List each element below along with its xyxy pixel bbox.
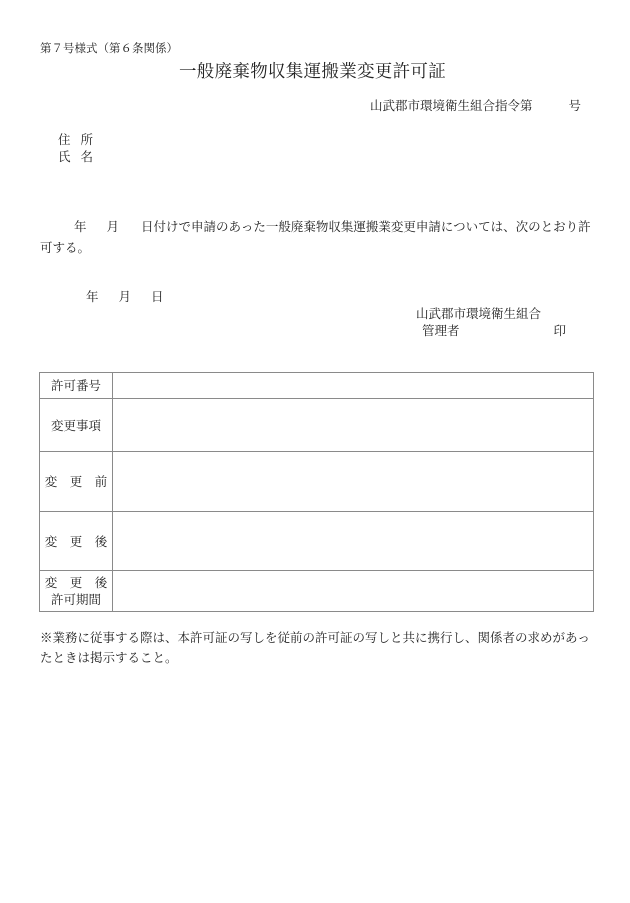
recipient-block bbox=[58, 131, 93, 165]
form-number: 第７号様式（第６条関係） bbox=[40, 41, 178, 55]
document-number bbox=[370, 96, 581, 114]
manager-title: 管理者 bbox=[422, 323, 460, 338]
seal-mark: 印 bbox=[553, 323, 567, 338]
table-row-before-change bbox=[40, 452, 594, 512]
statement-year: 年 bbox=[74, 219, 87, 234]
after-change-field bbox=[113, 512, 594, 571]
document-number-prefix: 山武郡市環境衛生組合指令第 bbox=[370, 98, 533, 113]
permit-table bbox=[39, 372, 594, 612]
document-number-suffix: 号 bbox=[568, 98, 582, 113]
before-change-field bbox=[113, 452, 594, 512]
table-row-permit-period bbox=[40, 571, 594, 612]
footnote: ※業務に従事する際は、本許可証の写しを従前の許可証の写しと共に携行し、関係者の求めがあったときは掲示すること。 bbox=[40, 630, 590, 665]
permit-number-field bbox=[113, 373, 594, 399]
address-label: 住 所 bbox=[58, 132, 94, 147]
row-label: 変更事項 bbox=[40, 399, 113, 452]
statement-month: 月 bbox=[106, 219, 120, 234]
permit-period-field bbox=[113, 571, 594, 612]
name-label: 氏 名 bbox=[58, 149, 94, 164]
issuer-organization: 山武郡市環境衛生組合 bbox=[416, 306, 542, 321]
document-title: 一般廃棄物収集運搬業変更許可証 bbox=[179, 62, 446, 82]
issuer-manager bbox=[422, 321, 566, 339]
row-label: 変 更 後 許可期間 bbox=[40, 571, 113, 612]
permit-statement bbox=[40, 216, 592, 258]
issue-date: 年 月 日 bbox=[86, 289, 164, 304]
row-label: 変 更 後 bbox=[40, 512, 113, 571]
table-row-permit-number bbox=[40, 373, 594, 399]
table-row-change-items bbox=[40, 399, 594, 452]
row-label: 変 更 前 bbox=[40, 452, 113, 512]
change-items-field bbox=[113, 399, 594, 452]
row-label: 許可番号 bbox=[40, 373, 113, 399]
table-row-after-change bbox=[40, 512, 594, 571]
statement-text: 日付けで申請のあった一般廃棄物収集運搬業変更申請については、次のとおり許可する。 bbox=[40, 219, 591, 255]
